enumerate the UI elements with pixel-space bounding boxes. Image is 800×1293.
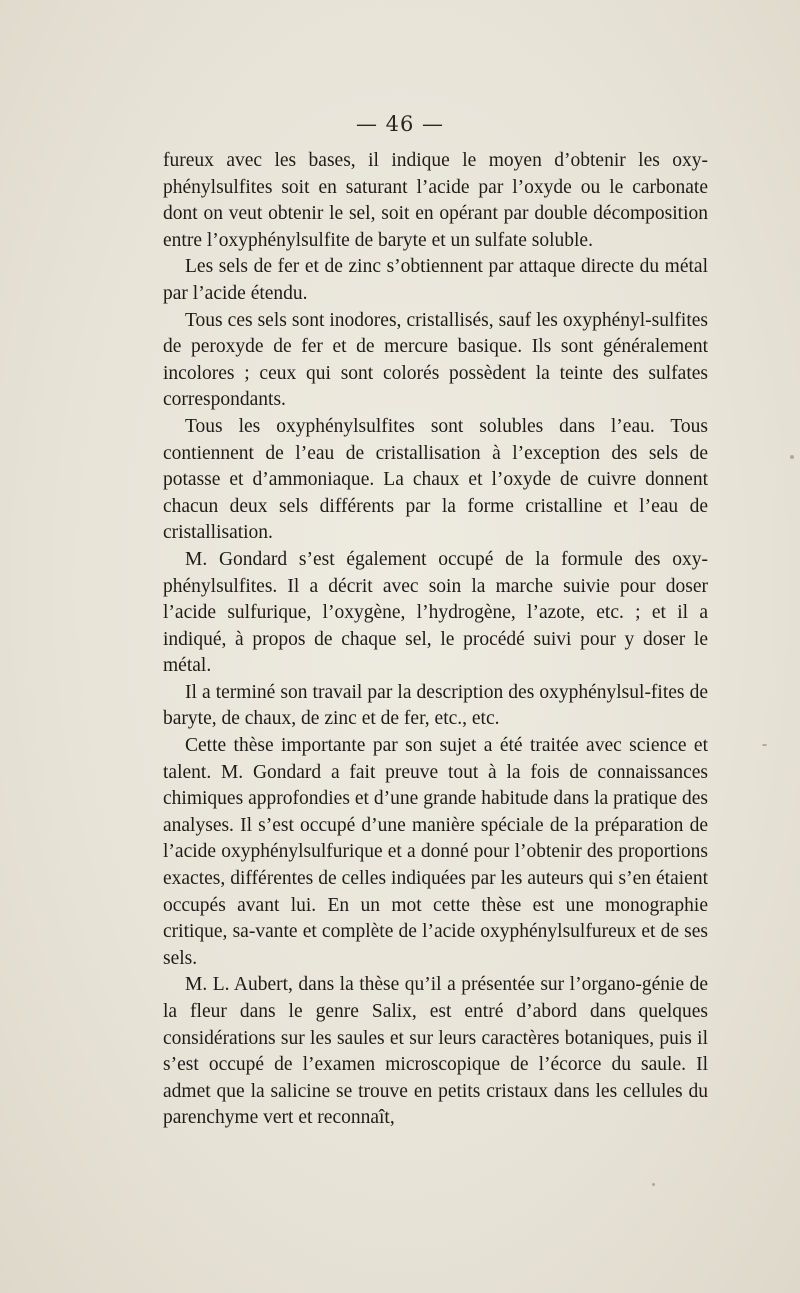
paper-speck xyxy=(790,455,794,459)
paper-speck xyxy=(652,1183,655,1186)
paper-speck xyxy=(762,744,767,746)
body-text xyxy=(163,148,708,1132)
paragraph-continuation: fureux avec les bases, il indique le moyen d’obtenir les oxy-phénylsulfites soit en saturant l’acide par l’oxyde ou le carbonate dont on veut obtenir le sel, soit en opérant par double décomposition entre l’oxyphénylsulfite de baryte et un sulfate soluble. xyxy=(163,150,708,251)
paragraph-iron-zinc-salts: Les sels de fer et de zinc s’obtiennent par attaque directe du métal par l’acide étendu. xyxy=(163,256,708,304)
page-number: — 46 — xyxy=(355,112,445,136)
paragraph-solubility: Tous les oxyphénylsulfites sont solubles dans l’eau. Tous contiennent de l’eau de cristallisation à l’exception des sels de potasse et d’ammoniaque. La chaux et l’oxyde de cuivre donnent chacun deux sels différents par la forme cristalline et l’eau de cristallisation. xyxy=(163,415,708,544)
paragraph-conclusion: Il a terminé son travail par la description des oxyphénylsul-fites de baryte, de chaux, de zinc et de fer, etc., etc. xyxy=(163,681,708,730)
paragraph-thesis-evaluation: Cette thèse importante par son sujet a été traitée avec science et talent. M. Gondard a fait preuve tout à la fois de connaissances chimiques approfondies et d’une grande habitude dans la pratique des analyses. Il s’est occupé d’une manière spéciale de la préparation de l’acide oxyphénylsulfurique et a donné pour l’obtenir des proportions exactes, différentes de celles indiquées par les auteurs qui s’en étaient occupés avant lui. En un mot cette thèse est une monographie critique, sa-vante et complète de l’acide oxyphénylsulfureux et de ses sels. xyxy=(163,735,708,969)
paragraph-aubert-thesis: M. L. Aubert, dans la thèse qu’il a présentée sur l’organo-génie de la fleur dans le genre Salix, est entré d’abord dans quelques considérations sur les saules et sur leurs caractères botaniques, puis il s’est occupé de l’examen microscopique de l’écorce du saule. Il admet que la salicine se trouve en petits cristaux dans les cellules du parenchyme vert et reconnaît, xyxy=(163,974,708,1129)
paragraph-salts-properties: Tous ces sels sont inodores, cristallisés, sauf les oxyphényl-sulfites de peroxyde de fer et de mercure basique. Ils sont généralement incolores ; ceux qui sont colorés possèdent la teinte des sulfates correspondants. xyxy=(163,309,708,411)
paragraph-gondard-formula: M. Gondard s’est également occupé de la formule des oxy-phénylsulfites. Il a décrit avec soin la marche suivie pour doser l’acide sulfurique, l’oxygène, l’hydrogène, l’azote, etc. ; et il a indiqué, à propos de chaque sel, le procédé suivi pour y doser le métal. xyxy=(163,548,708,677)
